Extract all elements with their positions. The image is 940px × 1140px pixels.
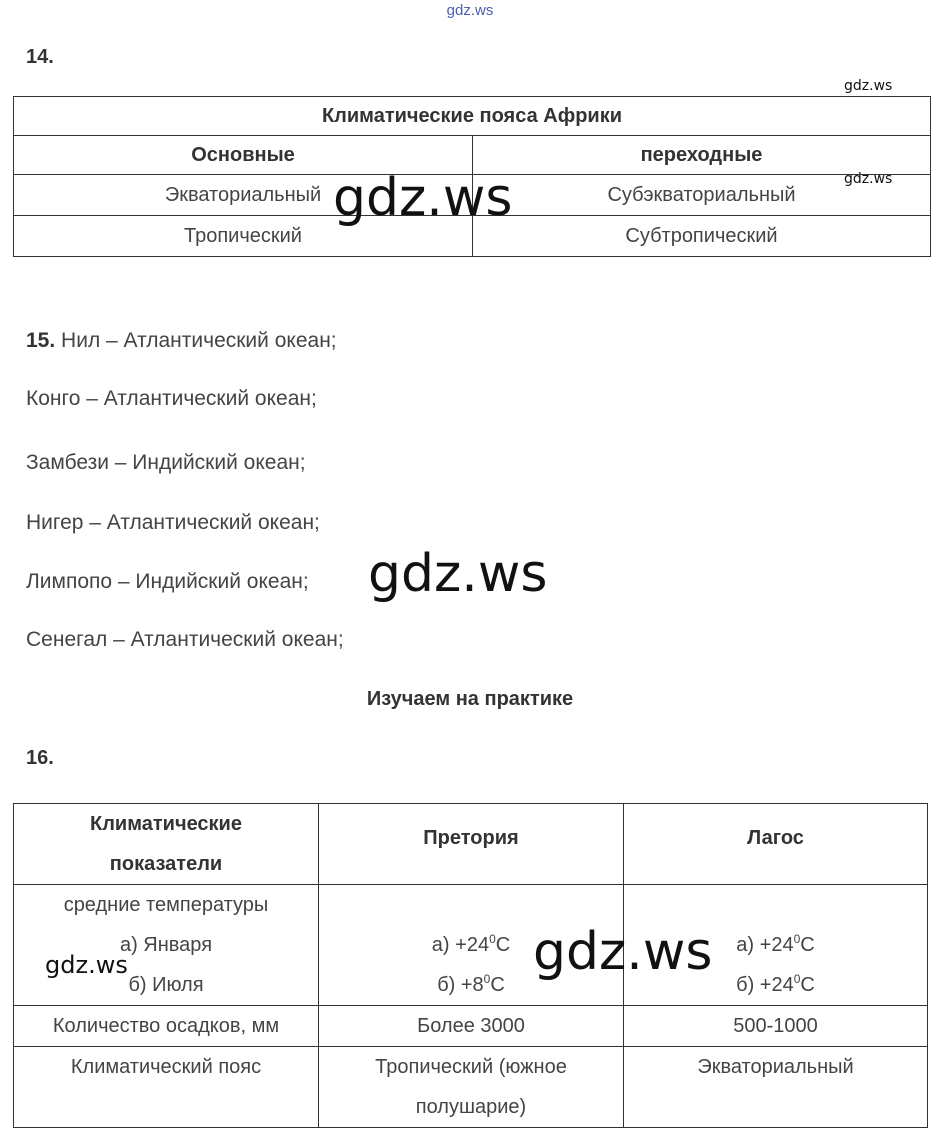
table-row <box>14 885 928 1006</box>
temps-label-cell: средние температуры а) Января б) Июля <box>14 885 319 1006</box>
header-indicators: Климатические показатели <box>14 804 319 885</box>
precip-label-cell: Количество осадков, мм <box>14 1006 319 1047</box>
watermark-large-3: gdz.ws <box>533 922 713 982</box>
header-pretoria: Претория <box>319 804 624 885</box>
lagos-precip-cell: 500-1000 <box>624 1006 928 1047</box>
lagos-temps-cell: $а) +24^0С$ $б) +24^0С$ <box>624 885 928 1006</box>
section-heading: Изучаем на практике <box>366 688 574 710</box>
pretoria-precip-cell: Более 3000 <box>319 1006 624 1047</box>
table-row <box>14 1047 928 1128</box>
watermark-medium: gdz.ws <box>45 951 128 979</box>
river-text: Нил – Атлантический океан; <box>61 329 337 352</box>
table-cell: Тропический <box>14 216 473 257</box>
table-cell: Субэкваториальный <box>473 175 931 216</box>
table-cell: Субтропический <box>473 216 931 257</box>
lagos-belt-cell: Экваториальный <box>624 1047 928 1128</box>
river-line-2: Конго – Атлантический океан; <box>26 387 317 410</box>
task-16-number: 16. <box>26 747 54 769</box>
climate-comparison-table <box>13 803 928 1128</box>
watermark-large-2: gdz.ws <box>368 544 548 604</box>
table-title: Климатические пояса Африки <box>14 97 931 136</box>
watermark-large-1: gdz.ws <box>333 168 513 228</box>
column-header-main: Основные <box>14 136 473 175</box>
watermark-small-2: gdz.ws <box>844 171 893 187</box>
pretoria-temps-cell: $а) +24^0С$ $б) +8^0С$ <box>319 885 624 1006</box>
river-line-6: Сенегал – Атлантический океан; <box>26 628 344 651</box>
river-line-5: Лимпопо – Индийский океан; <box>26 570 309 593</box>
header-lagos: Лагос <box>624 804 928 885</box>
pretoria-belt-cell: Тропический (южное полушарие) <box>319 1047 624 1128</box>
table-row <box>14 1006 928 1047</box>
river-line-3: Замбези – Индийский океан; <box>26 451 306 474</box>
column-header-transitional: переходные <box>473 136 931 175</box>
river-line-1 <box>26 329 337 353</box>
task-15-number: 15. <box>26 329 56 352</box>
watermark-top: gdz.ws <box>446 2 494 19</box>
belt-label-cell: Климатический пояс <box>14 1047 319 1128</box>
task-14-number: 14. <box>26 46 54 68</box>
table-cell: Экваториальный <box>14 175 473 216</box>
river-line-4: Нигер – Атлантический океан; <box>26 511 320 534</box>
watermark-small-1: gdz.ws <box>844 78 893 94</box>
